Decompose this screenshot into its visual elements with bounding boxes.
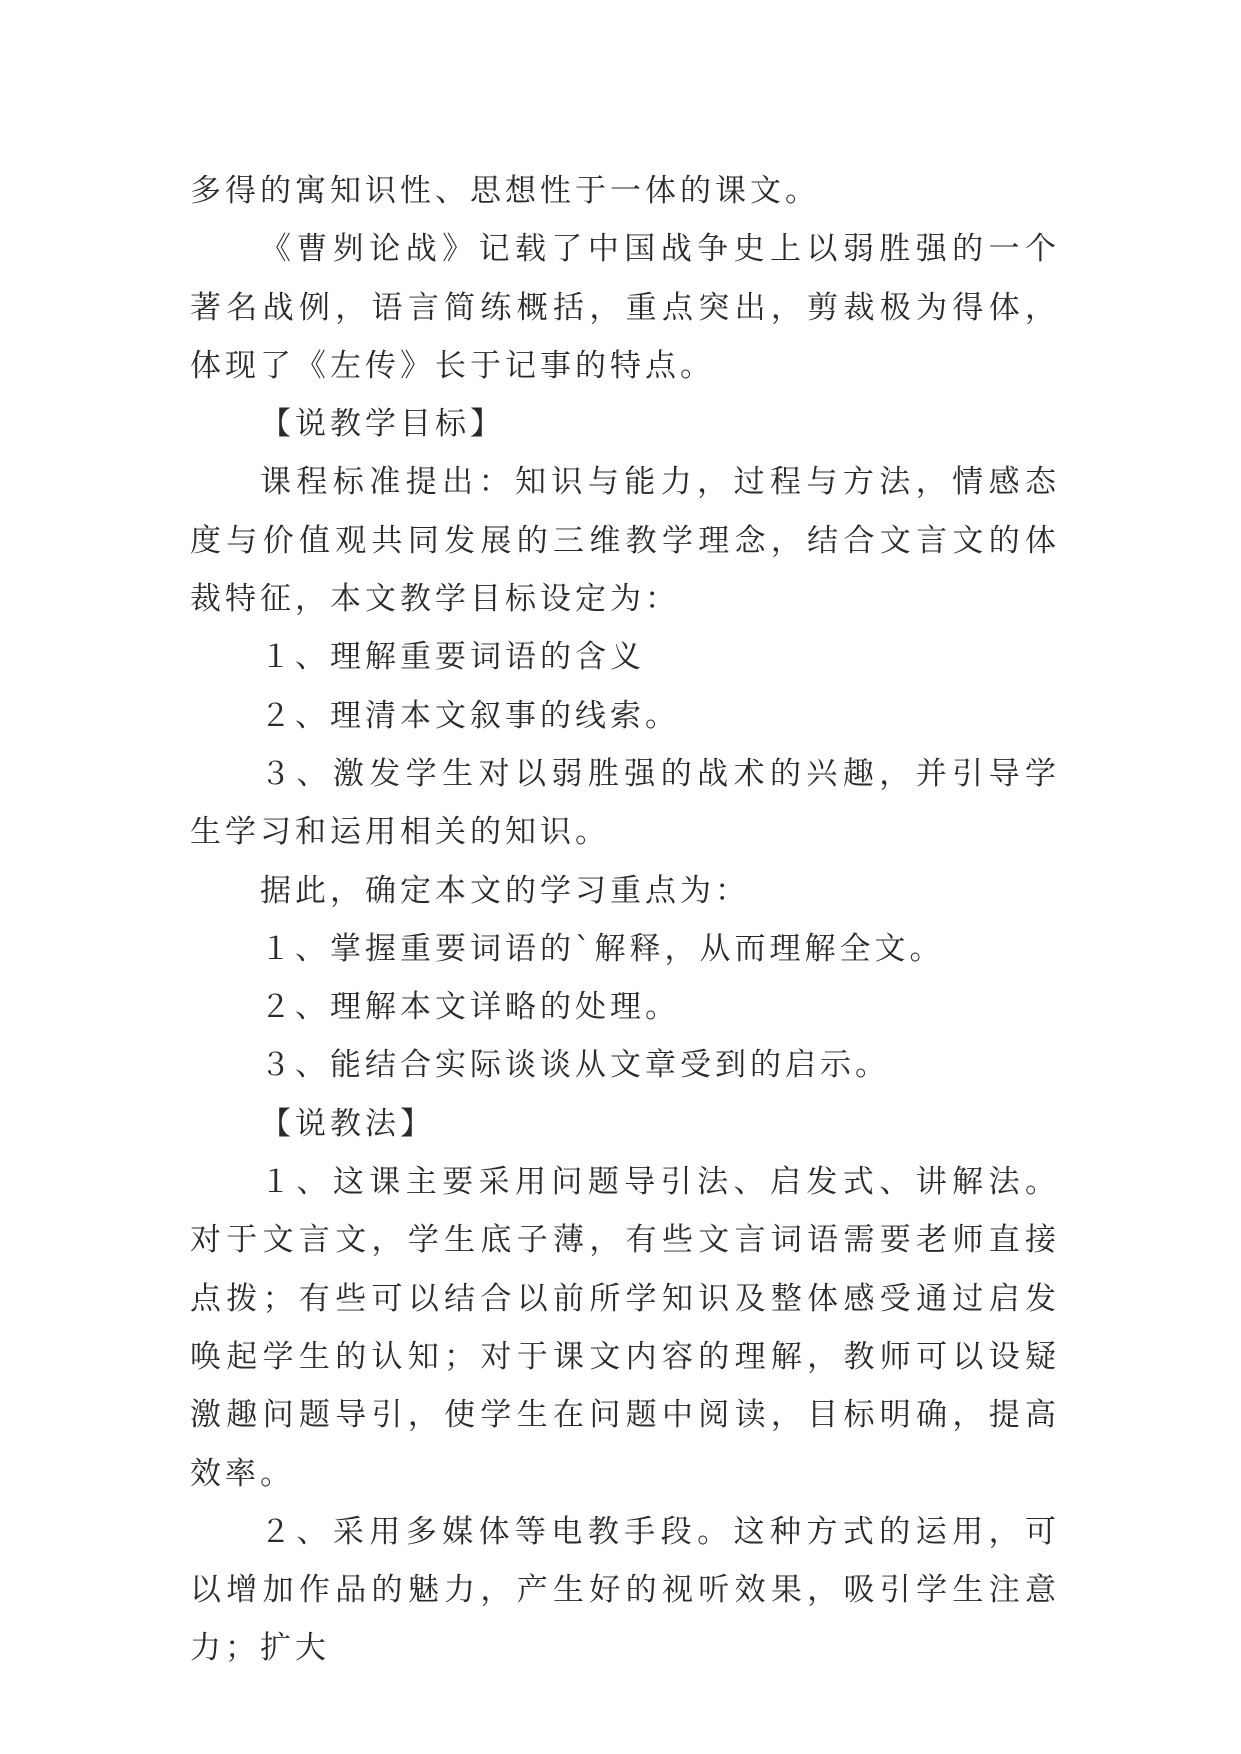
- paragraph-key-points-intro: 据此，确定本文的学习重点为：: [260, 872, 750, 909]
- key-point-item-3: ３、能结合实际谈谈从文章受到的启示。: [260, 1047, 890, 1084]
- method-item-2: ２、采用多媒体等电教手段。这种方式的运用，可以增加作品的魅力，产生好的视听效果，吸引学生注意力；扩大: [190, 1513, 1060, 1667]
- goal-item-2: ２、理清本文叙事的线索。: [260, 697, 680, 734]
- method-item-1: １、这课主要采用问题导引法、启发式、讲解法。对于文言文，学生底子薄，有些文言词语需要老师直接点拨；有些可以结合以前所学知识及整体感受通过启发唤起学生的认知；对于课文内容的理解，教师可以设疑激趣问题导引，使学生在问题中阅读，目标明确，提高效率。: [190, 1164, 1060, 1492]
- section-heading-teaching-methods: 【说教法】: [260, 1105, 435, 1142]
- key-point-item-2: ２、理解本文详略的处理。: [260, 989, 680, 1026]
- paragraph-curriculum-standard: 课程标准提出：知识与能力，过程与方法，情感态度与价值观共同发展的三维教学理念，结合文言文的体裁特征，本文教学目标设定为：: [190, 464, 1060, 618]
- goal-item-1: １、理解重要词语的含义: [260, 639, 645, 676]
- paragraph-continuation: 多得的寓知识性、思想性于一体的课文。: [190, 173, 820, 209]
- paragraph-article-intro: 《曹刿论战》记载了中国战争史上以弱胜强的一个著名战例，语言简练概括，重点突出，剪裁极为得体，体现了《左传》长于记事的特点。: [190, 231, 1060, 384]
- section-heading-teaching-goals: 【说教学目标】: [260, 406, 505, 443]
- key-point-item-1: １、掌握重要词语的`解释，从而理解全文。: [260, 930, 945, 967]
- document-body: [190, 162, 1060, 1678]
- goal-item-3: ３、激发学生对以弱胜强的战术的兴趣，并引导学生学习和运用相关的知识。: [190, 755, 1060, 851]
